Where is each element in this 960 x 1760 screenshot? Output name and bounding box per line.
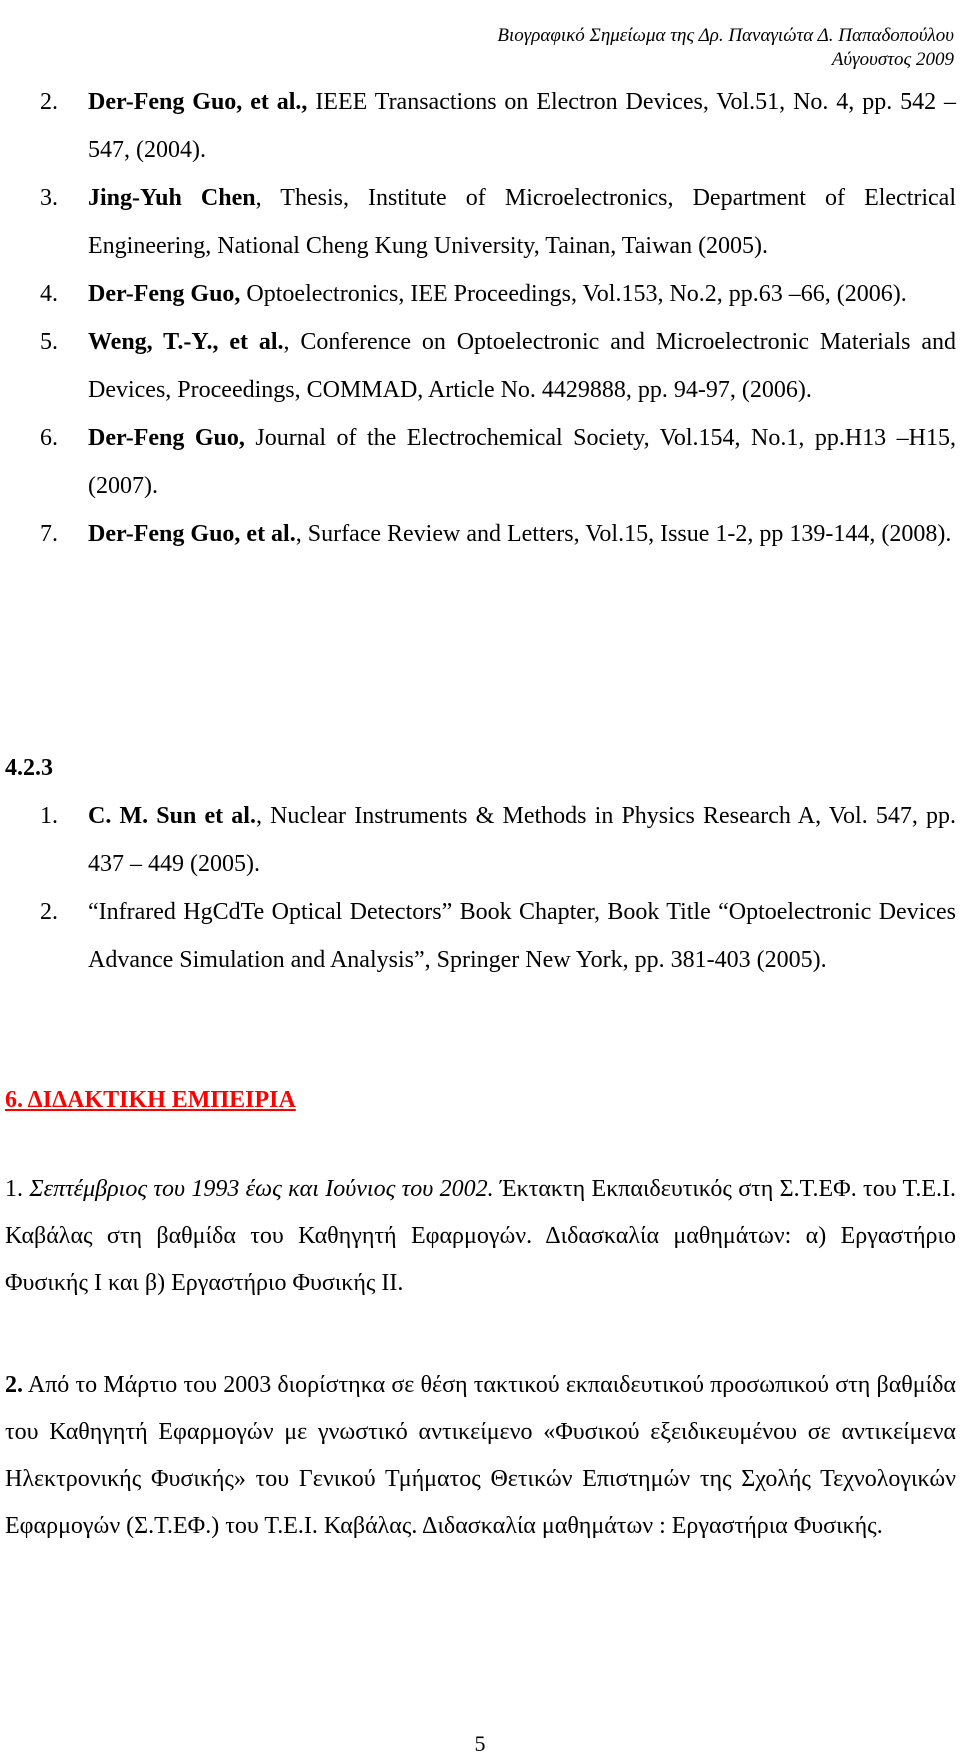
header-date: Αύγουστος 2009: [831, 49, 954, 70]
reference-text: , Conference on Optoelectronic and Microelectronic Materials and Devices, Proceedings, COMMAD, Article No. 4429888, pp. 94-97, (2006).: [88, 329, 956, 403]
reference-author: C. M. Sun et al.: [88, 803, 256, 829]
reference-author: Der-Feng Guo, et al.,: [88, 89, 308, 115]
paragraph-number: 2.: [5, 1372, 23, 1398]
header-title: Βιογραφικό Σημείωμα της Δρ. Παναγιώτα Δ. Παπαδοπούλου: [497, 25, 954, 46]
reference-item: [40, 78, 956, 174]
reference-author: Der-Feng Guo, et al.: [88, 521, 296, 547]
paragraph-text: Έκτακτη Εκπαιδευτικός στη Σ.Τ.ΕΦ. του Τ.Ε.Ι. Καβάλας στη βαθμίδα του Καθηγητή Εφαρμογών. Διδασκαλία μαθημάτων: α) Εργαστήριο Φυσικής Ι και β) Εργαστήριο Φυσικής ΙΙ.: [5, 1176, 957, 1296]
reference-item: [40, 318, 956, 414]
reference-item: [40, 270, 956, 318]
reference-item: [40, 174, 956, 270]
references-list-2: [40, 792, 956, 984]
reference-number: 2.: [40, 89, 58, 115]
reference-number: 4.: [40, 281, 58, 307]
reference-text: Journal of the Electrochemical Society, Vol.154, No.1, pp.H13 –H15, (2007).: [88, 425, 956, 499]
reference-number: 2.: [40, 899, 58, 925]
reference-text: , Surface Review and Letters, Vol.15, Issue 1-2, pp 139-144, (2008).: [295, 521, 952, 547]
reference-author: Jing-Yuh Chen: [88, 185, 256, 211]
reference-text: Optoelectronics, IEE Proceedings, Vol.153, No.2, pp.63 –66, (2006).: [240, 281, 907, 307]
page-header: [354, 24, 954, 72]
references-list: [40, 78, 956, 558]
page-number: 5: [474, 1731, 486, 1756]
teaching-paragraph: [5, 1166, 956, 1307]
section-heading: 6. ΔΙΔΑΚΤΙΚΗ ΕΜΠΕΙΡΙΑ: [5, 1087, 296, 1113]
paragraph-period: Σεπτέμβριος του 1993 έως και Ιούνιος του 2002.: [29, 1176, 494, 1202]
reference-text: , Thesis, Institute of Microelectronics, Department of Electrical Engineering, National Cheng Kung University, Tainan, Taiwan (2005).: [88, 185, 957, 259]
paragraph-number: 1.: [5, 1176, 23, 1202]
reference-author: Der-Feng Guo,: [88, 281, 241, 307]
reference-text: IEEE Transactions on Electron Devices, Vol.51, No. 4, pp. 542 – 547, (2004).: [88, 89, 956, 163]
subsection-number: 4.2.3: [5, 755, 53, 781]
reference-number: 7.: [40, 521, 58, 547]
reference-item: [40, 414, 956, 510]
reference-item: [40, 792, 956, 888]
reference-author: Weng, T.-Y., et al.: [88, 329, 284, 355]
paragraph-text: Από το Μάρτιο του 2003 διορίστηκα σε θέση τακτικού εκπαιδευτικού προσωπικού στη βαθμίδα του Καθηγητή Εφαρμογών με γνωστικό αντικείμενο «Φυσικού εξειδικευμένου σε αντικείμενα Ηλεκτρονικής Φυσικής» του Γενικού Τμήματος Θετικών Επιστημών της Σχολής Τεχνολογικών Εφαρμογών (Σ.Τ.ΕΦ.) του Τ.Ε.Ι. Καβάλας. Διδασκαλία μαθημάτων : Εργαστήρια Φυσικής.: [5, 1372, 956, 1539]
reference-text: “Infrared HgCdTe Optical Detectors” Book Chapter, Book Title “Optoelectronic Devices Advance Simulation and Analysis”, Springer New York, pp. 381-403 (2005).: [88, 899, 956, 973]
reference-item: [40, 510, 956, 558]
reference-number: 6.: [40, 425, 58, 451]
reference-number: 1.: [40, 803, 58, 829]
teaching-paragraph: [5, 1362, 956, 1550]
reference-author: Der-Feng Guo,: [88, 425, 245, 451]
reference-text: , Nuclear Instruments & Methods in Physics Research A, Vol. 547, pp. 437 – 449 (2005).: [88, 803, 956, 877]
reference-number: 5.: [40, 329, 58, 355]
reference-item: [40, 888, 956, 984]
reference-number: 3.: [40, 185, 58, 211]
